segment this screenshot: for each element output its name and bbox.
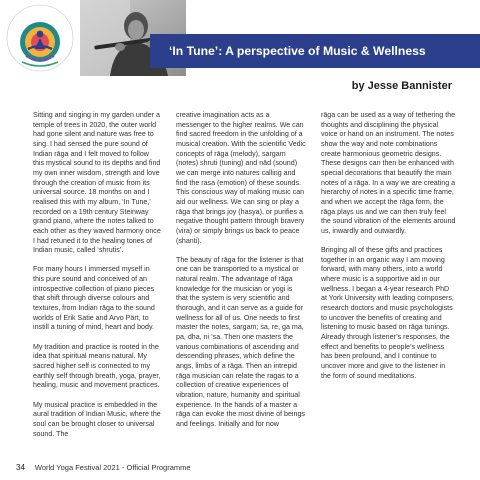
author-byline: by Jesse Bannister [351,80,452,92]
festival-logo-graphic [4,2,76,74]
paragraph: My musical practice is embedded in the aural tradition of Indian Music, where the soul can be brought closer to universal sound. The [33,400,161,438]
paragraph: My tradition and practice is rooted in the idea that spiritual means natural. My sacred higher self is connected to my earthly self through breath, yoga, prayer, healing, music and movement practices. [33,342,161,390]
article-title: ‘In Tune’: A perspective of Music & Wellness [169,44,426,58]
text-column-3 [321,111,456,471]
paragraph: The beauty of rāga for the listener is that one can be transported to a mystical or natural realm. The advantage of rāga knowledge for the musician or yogi is that the system is very scientific and thorough, and it can serve as a guide for wellness for all of us. One needs to first master the notes, sargam; sa, re, ga ma, pa, dha, ni ‘sa. Then one masters the various combinations of ascending and descending phrases, which define the angs, limbs of a rāga. Then an intrepid rāga musician can relate the ragas to a collection of creative experiences of vibration, nature, humanity and spiritual experience. In the hands of a master a rāga can evoke the most divine of beings and feelings. Initially and for now [176,255,305,428]
publication-name: World Yoga Festival 2021 - Official Programme [34,463,191,472]
page-footer [16,463,191,472]
text-column-2 [176,111,306,471]
page-number: 34 [16,463,25,472]
paragraph: Sitting and singing in my garden under a temple of trees in 2020, the outer world had gone silent and nature was free to sing. I had sensed the pure sound of Indian rāga and I felt moved to follow this mystical sound to its depths and find my own inner wisdom, strength and love through the creation of music from its universal source. 18 months on and I realised this with my album, ‘In Tune,’ recorded on a 19th century Steinway grand piano, where the notes talked to each other as they waved harmony once I had retuned it to the healing tones of Indian music, called ‘shrutis’. [33,111,161,255]
paragraph: creative imagination acts as a messenger to the higher realms. We can find sacred freedom in the unfolding of a musical creation. With the scientific Vedic concepts of rāga (melody), sargam (notes) shruti (tuning) and nād (sound) we can merge into natures calling and find the rasa (emotion) of these sounds. This conscious way of making music can aid our wellness. We can sing or play a rāga that brings joy (hasya), or purifies a negative thought pattern through bravery (vira) or simply brings us back to peace (shanti). [176,111,306,245]
article-title-bar [150,34,480,68]
paragraph: For many hours I immersed myself in this pure sound and conceived of an introspective collection of piano pieces that shift through diverse colours and textures, from Indian rāga to the sound worlds of Erik Satie and Arvo Pärt, to instill a tuning of mind, heart and body. [33,265,155,332]
paragraph: Bringing all of these gifts and practices together in an organic way I am moving forward, with many others, into a world where music is a supportive aid in our wellness. I began a 4-year research PhD at York University with leading composers, research doctors and music psychologists to uncover the benefits of creating and listening to music based on rāga tunings. Already through listener’s responses, the effect and benefits to people’s wellness has been profound, and I continue to uncover more and give to the listener in the form of sound meditations. [321,246,454,380]
festival-logo [4,2,76,74]
paragraph: rāga can be used as a way of tethering the thoughts and disciplining the physical voice or hand on an instrument. The notes show the way and note combinations create harmonious geometric designs. These designs can then be enhanced with special decorations that beautify the main notes of a rāga. In a way we are creating a hierarchy of notes in a specific time frame, and when we accept the rāga form, the rāga plays us and we can then truly feel the sound vibration of the elements around us, inwardly and outwardly. [321,111,456,235]
text-column-1 [33,111,161,471]
